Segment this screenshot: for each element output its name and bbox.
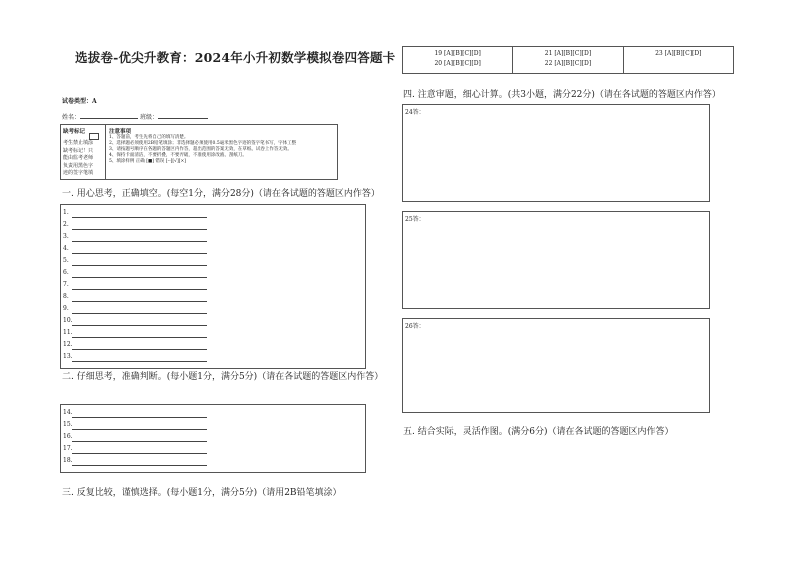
section3-heading: 三. 反复比较，谨慎选择。(每小题1分，满分5分)（请用2B铅笔填涂） xyxy=(62,488,342,498)
answer-26-label: 26答： xyxy=(405,323,425,330)
choice-21[interactable]: 21 [A][B][C][D] xyxy=(544,50,592,57)
choice-23[interactable]: 23 [A][B][C][D] xyxy=(655,50,702,57)
answer-24-label: 24答： xyxy=(405,109,425,116)
choice-col-3 xyxy=(623,47,733,73)
section2-heading: 二. 仔细思考，准确判断。(每小题1分，满分5分)（请在各试题的答题区内作答） xyxy=(62,372,384,382)
section1-answer-box xyxy=(60,204,366,369)
class-label: 班级： xyxy=(139,114,158,121)
answer-line-12[interactable]: 12. xyxy=(63,340,223,352)
section5-heading: 五. 结合实际，灵活作图。(满分6分)（请在各试题的答题区内作答） xyxy=(403,427,674,437)
choice-col-1 xyxy=(403,47,512,73)
answer-line-16[interactable]: 16. xyxy=(63,432,223,444)
answer-line-10[interactable]: 10. xyxy=(63,316,223,328)
choice-20[interactable]: 20 [A][B][C][D] xyxy=(434,60,481,67)
answer-line-15[interactable]: 15. xyxy=(63,420,223,432)
choice-19[interactable]: 19 [A][B][C][D] xyxy=(434,50,481,57)
choice-22[interactable]: 22 [A][B][C][D] xyxy=(544,60,592,67)
choice-col-2 xyxy=(512,47,622,73)
answer-line-9[interactable]: 9. xyxy=(63,304,223,316)
answer-line-18[interactable]: 18. xyxy=(63,456,223,468)
instruction-box xyxy=(60,124,338,180)
name-field[interactable] xyxy=(62,112,208,121)
answer-box-24[interactable] xyxy=(402,104,710,202)
instructions: 注意事项 1、答题前，考生先将自己的填写清楚。 2、选择题必须使用2B铅笔填涂；非选择题必须使用0.5毫米黑色字迹的签字笔书写，字体工整 3、请按题号顺序在各题的答题区内作答，超出范围的答案无效，在草纸、试卷上作答无效。 4、保持卡面清洁，不要折叠，不要弄破，不准使用涂改液、刮纸刀。 5、填涂样例 正确 [■] 错误 [--][√][×] xyxy=(109,127,335,165)
answer-line-17[interactable]: 17. xyxy=(63,444,223,456)
answer-line-7[interactable]: 7. xyxy=(63,280,223,292)
answer-line-13[interactable]: 13. xyxy=(63,352,223,364)
choice-table xyxy=(402,46,734,74)
answer-25-label: 25答： xyxy=(405,216,425,223)
page-title: 选拔卷-优尖升教育：2024年小升初数学模拟卷四答题卡 xyxy=(75,50,396,65)
answer-line-11[interactable]: 11. xyxy=(63,328,223,340)
absent-mark-checkbox[interactable] xyxy=(89,133,99,140)
answer-box-26[interactable] xyxy=(402,318,710,413)
answer-line-2[interactable]: 2. xyxy=(63,220,223,232)
answer-line-14[interactable]: 14. xyxy=(63,408,223,420)
absent-mark-text: 考生禁止填涂 缺考标记！只 能由监考老师 负责用黑色字 迹的签字笔填 xyxy=(63,140,94,176)
paper-type-label: 试卷类型：A xyxy=(62,98,97,105)
answer-line-4[interactable]: 4. xyxy=(63,244,223,256)
answer-line-8[interactable]: 8. xyxy=(63,292,223,304)
answer-line-5[interactable]: 5. xyxy=(63,256,223,268)
section1-heading: 一. 用心思考，正确填空。(每空1分，满分28分)（请在各试题的答题区内作答） xyxy=(62,189,380,199)
name-label: 姓名： xyxy=(62,114,81,121)
answer-line-3[interactable]: 3. xyxy=(63,232,223,244)
absent-mark-box xyxy=(61,125,106,179)
answer-box-25[interactable] xyxy=(402,211,710,309)
section2-answer-box xyxy=(60,404,366,473)
answer-line-1[interactable]: 1. xyxy=(63,208,223,220)
instructions-title: 注意事项 xyxy=(109,129,132,135)
answer-line-6[interactable]: 6. xyxy=(63,268,223,280)
section4-heading: 四. 注意审题，细心计算。(共3小题，满分22分)（请在各试题的答题区内作答） xyxy=(403,90,721,100)
absent-mark-title: 缺考标记 xyxy=(63,129,86,135)
